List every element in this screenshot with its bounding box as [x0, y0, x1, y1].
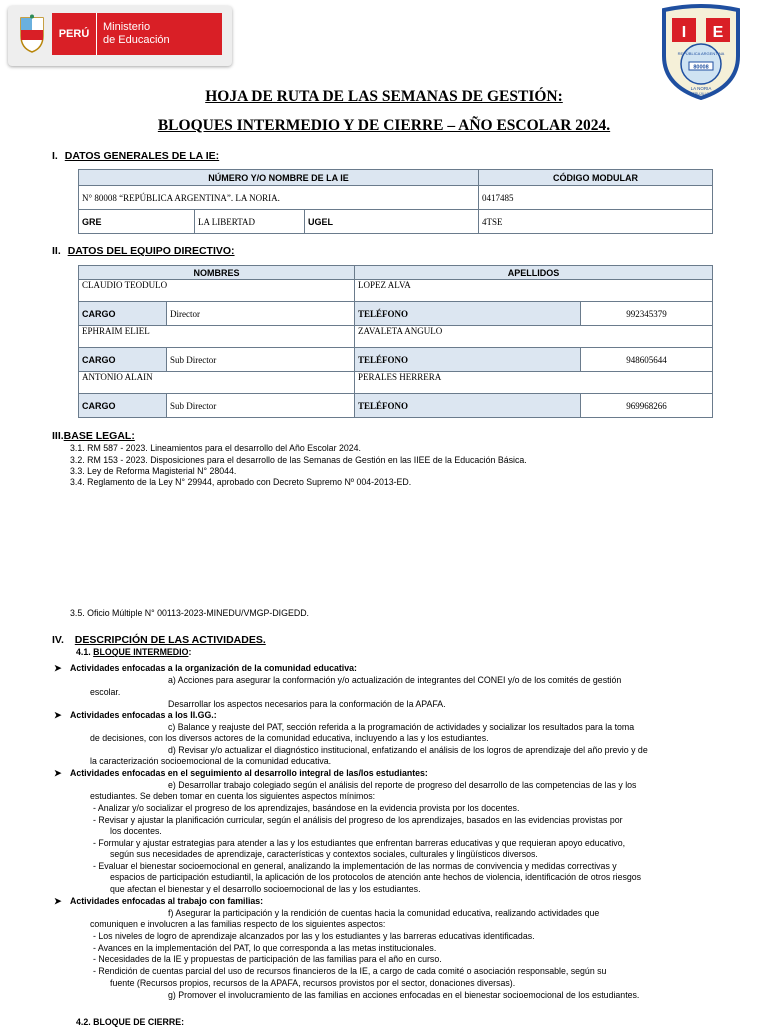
activity-line: f) Asegurar la participación y la rendición de cuentas hacia la comunidad educativa, realizando actividades que [168, 908, 600, 918]
col-surnames: APELLIDOS [355, 266, 713, 280]
activity-heading: Actividades enfocadas en el seguimiento al desarrollo integral de las/los estudiantes: [70, 768, 428, 778]
ie-name-value: N° 80008 “REPÚBLICA ARGENTINA”. LA NORIA. [79, 186, 479, 210]
directive-team-table [78, 265, 713, 418]
activity-heading: Actividades enfocadas al trabajo con familias: [70, 896, 264, 906]
activity-line: estudiantes. Se deben tomar en cuenta los siguientes aspectos mínimos: [90, 791, 376, 801]
legal-item: 3.5. Oficio Múltiple N° 00113-2023-MINEDU/VMGP-DIGEDD. [70, 608, 309, 618]
member-cargo: Sub Director [167, 394, 355, 418]
section4-title: DESCRIPCIÓN DE LAS ACTIVIDADES. [74, 634, 266, 646]
member-cargo: Director [167, 302, 355, 326]
member-surnames: ZAVALETA ANGULO [355, 326, 713, 348]
brand-country: PERÚ [52, 13, 96, 55]
emblem-letter-i: I [681, 24, 687, 41]
member-cargo: Sub Director [167, 348, 355, 372]
activity-line: escolar. [90, 687, 121, 697]
legal-item: 3.4. Reglamento de la Ley N° 29944, aprobado con Decreto Supremo Nº 004-2013-ED. [70, 477, 412, 487]
activity-line: que afectan el bienestar y el desarrollo socioemocional de las y los estudiantes. [110, 884, 421, 894]
legal-item: 3.3. Ley de Reforma Magisterial N° 28044. [70, 466, 237, 476]
gre-label: GRE [79, 210, 195, 234]
title-line1: HOJA DE RUTA DE LAS SEMANAS DE GESTIÓN: [205, 88, 563, 105]
activity-line: e) Desarrollar trabajo colegiado según el análisis del reporte de progreso del desarrollo de las competencias de las y los [168, 780, 637, 790]
member-names: EPHRAIM ELIEL [79, 326, 355, 348]
ugel-label: UGEL [305, 210, 479, 234]
activity-line: comuniquen e involucren a las familias respecto de los siguientes aspectos: [90, 919, 386, 929]
activity-line: - Los niveles de logro de aprendizaje alcanzados por las y los estudiantes y las barreras educativas identificadas. [93, 931, 535, 941]
activity-line: - Avances en la implementación del PAT, lo que corresponda a las metas institucionales. [93, 943, 437, 953]
col-ie-name: NÚMERO Y/O NOMBRE DE LA IE [79, 170, 479, 186]
phone-label: TELÉFONO [355, 302, 581, 326]
section2-title: DATOS DEL EQUIPO DIRECTIVO: [67, 245, 235, 257]
subsection-title: BLOQUE INTERMEDIO [93, 647, 189, 657]
col-names: NOMBRES [79, 266, 355, 280]
activity-heading: Actividades enfocadas a los II.GG.: [70, 710, 217, 720]
activity-line: g) Promover el involucramiento de las familias en acciones enfocadas en el bienestar socioemocional de los estudiantes. [168, 990, 640, 1000]
section2-heading [52, 245, 235, 257]
legal-item: 3.2. RM 153 - 2023. Disposiciones para el desarrollo de las Semanas de Gestión en las IIEE de la Educación Básica. [70, 455, 527, 465]
section1-heading [52, 150, 219, 162]
cargo-label: CARGO [79, 394, 167, 418]
subsection-heading: 4.1. BLOQUE INTERMEDIO: [76, 647, 192, 657]
emblem-letter-e: E [712, 24, 724, 41]
modular-code-value: 0417485 [479, 186, 713, 210]
member-surnames: LOPEZ ALVA [355, 280, 713, 302]
subsection-num: 4.1. [76, 647, 91, 657]
activity-line: - Formular y ajustar estrategias para atender a las y los estudiantes que enfrentan barreras educativas y que requieran apoyo educativo, [93, 838, 626, 848]
brand-ministry-line1: Ministerio [103, 21, 151, 33]
cargo-label: CARGO [79, 302, 167, 326]
section3-heading [52, 430, 135, 442]
brand-ministry-line2: de Educación [103, 34, 170, 46]
arrow-bullet-icon: ➤ [54, 663, 62, 673]
activity-line: los docentes. [110, 826, 162, 836]
col-modular-code: CÓDIGO MODULAR [479, 170, 713, 186]
member-phone: 992345379 [581, 302, 713, 326]
title-line2: BLOQUES INTERMEDIO Y DE CIERRE – AÑO ESCOLAR 2024. [157, 117, 611, 134]
activity-line: Desarrollar los aspectos necesarios para la conformación de la APAFA. [168, 699, 446, 709]
activity-line: - Analizar y/o socializar el progreso de los aprendizajes, basándose en la evidencia provista por los docentes. [93, 803, 520, 813]
activity-heading: Actividades enfocadas a la organización de la comunidad educativa: [70, 663, 357, 673]
ugel-value: 4TSE [479, 210, 713, 234]
activity-line: - Revisar y ajustar la planificación curricular, según el análisis del progreso de los aprendizajes, basados en las evidencias provistas por [93, 815, 623, 825]
activity-line: d) Revisar y/o actualizar el diagnóstico institucional, enfatizando el análisis de los logros de aprendizaje del año previo y de [168, 745, 648, 755]
section4-num: IV. [52, 634, 64, 646]
arrow-bullet-icon: ➤ [54, 710, 62, 720]
ie-data-table [78, 169, 713, 234]
subsection2-partial: 4.2. BLOQUE DE CIERRE: [76, 1017, 185, 1027]
phone-label: TELÉFONO [355, 394, 581, 418]
member-names: CLAUDIO TEODULO [79, 280, 355, 302]
emblem-code: 80008 [693, 64, 709, 71]
emblem-city: TRUJILLO [692, 92, 710, 96]
school-emblem-icon [658, 4, 744, 100]
section1-num: I. [52, 150, 58, 162]
section3-num: III. [52, 430, 64, 442]
section2-num: II. [52, 245, 61, 257]
emblem-place: LA NORIA [690, 86, 712, 91]
activity-line: - Rendición de cuentas parcial del uso de recursos financieros de la IE, a cargo de cada comité o asociación responsable, según su [93, 966, 607, 976]
activity-line: espacios de participación estudiantil, la aplicación de los protocolos de atención ante hechos de violencia, identificación de otros riesgos [110, 872, 642, 882]
member-surnames: PERALES HERRERA [355, 372, 713, 394]
section3-title: BASE LEGAL: [63, 430, 135, 442]
activity-line: - Evaluar el bienestar socioemocional en general, analizando la implementación de las normas de convivencia y medidas correctivas y [93, 861, 617, 871]
arrow-bullet-icon: ➤ [54, 768, 62, 778]
activity-line: - Necesidades de la IE y propuestas de participación de las familias para el año en curso. [93, 954, 442, 964]
activity-line: c) Balance y reajuste del PAT, sección referida a la programación de actividades y socializar los resultados para la toma [168, 722, 635, 732]
cargo-label: CARGO [79, 348, 167, 372]
gre-value: LA LIBERTAD [195, 210, 305, 234]
member-phone: 948605644 [581, 348, 713, 372]
activity-line: según sus necesidades de aprendizaje, características y contextos sociales, culturales y lingüísticos diversos. [110, 849, 538, 859]
activity-line: fuente (Recursos propios, recursos de la APAFA, recursos provistos por el sector, donaciones diversas). [110, 978, 516, 988]
activity-line: la caracterización socioemocional de la comunidad educativa. [90, 756, 332, 766]
member-phone: 969968266 [581, 394, 713, 418]
phone-label: TELÉFONO [355, 348, 581, 372]
section1-title: DATOS GENERALES DE LA IE: [64, 150, 220, 162]
activity-line: a) Acciones para asegurar la conformación y/o actualización de integrantes del CONEI y/o de los comités de gestión [168, 675, 622, 685]
peru-shield-icon [18, 14, 46, 54]
activity-line: de decisiones, con los diversos actores de la comunidad educativa, incluyendo a las y los estudiantes. [90, 733, 489, 743]
legal-item: 3.1. RM 587 - 2023. Lineamientos para el desarrollo del Año Escolar 2024. [70, 443, 361, 453]
emblem-text: REPÚBLICA ARGENTINA [677, 51, 725, 56]
member-names: ANTONIO ALAIN [79, 372, 355, 394]
brand-ministry [96, 13, 222, 55]
section4-heading [52, 634, 266, 646]
arrow-bullet-icon: ➤ [54, 896, 62, 906]
